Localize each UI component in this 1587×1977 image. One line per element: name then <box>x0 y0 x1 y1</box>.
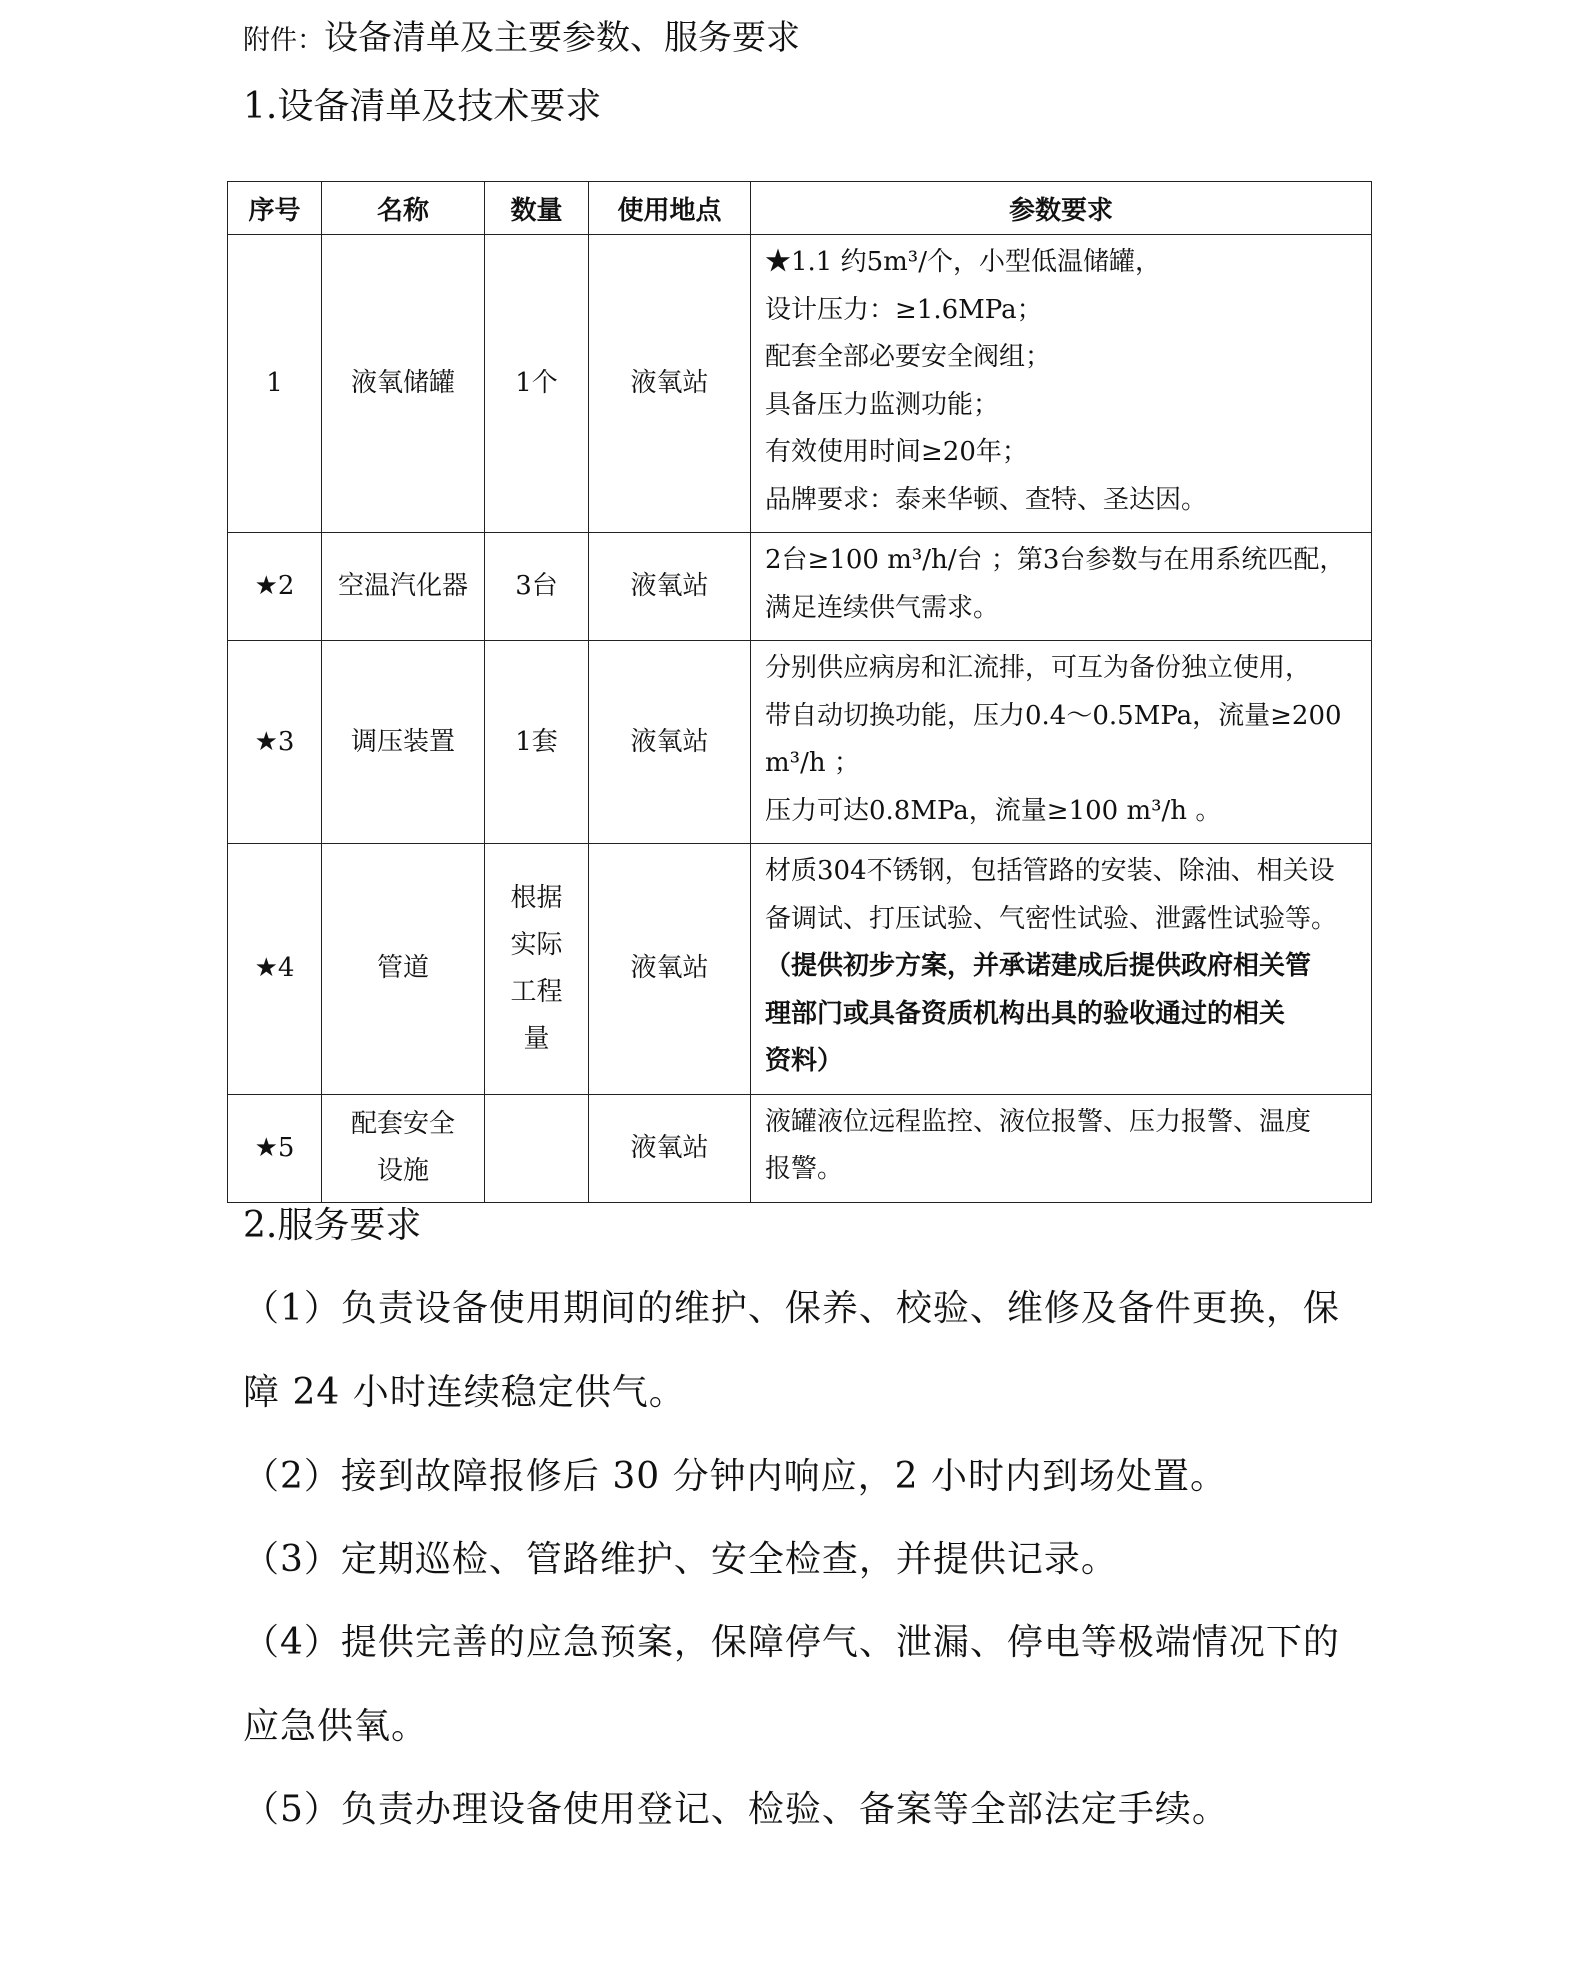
table-header-row <box>228 182 1372 235</box>
service-item: （5）负责办理设备使用登记、检验、备案等全部法定手续。 <box>243 1789 1229 1830</box>
equipment-table <box>227 181 1372 1203</box>
header-qty: 数量 <box>485 182 589 235</box>
table-row <box>228 1094 1372 1202</box>
row-no: ★5 <box>228 1094 322 1202</box>
param-line-bold: 理部门或具备资质机构出具的验收通过的相关 <box>765 998 1286 1029</box>
row-name <box>322 533 485 641</box>
row-no: ★2 <box>228 533 322 641</box>
param-line: 材质304不锈钢，包括管路的安装、除油、相关设 <box>765 856 1335 886</box>
row-no: 1 <box>228 235 322 533</box>
param-line-bold: 资料） <box>765 1046 844 1076</box>
row-no: ★4 <box>228 844 322 1095</box>
row-name-text: 空温汽化器 <box>337 571 468 601</box>
header-no: 序号 <box>228 182 322 235</box>
section1-title: 1.设备清单及技术要求 <box>243 86 602 127</box>
param-line: m³/h ； <box>765 748 860 778</box>
param-line: 分别供应病房和汇流排，可互为备份独立使用， <box>765 653 1312 683</box>
service-item: 障 24 小时连续稳定供气。 <box>243 1372 686 1413</box>
row-name: 液氧储罐 <box>322 235 485 533</box>
param-line: 备调试、打压试验、气密性试验、泄露性试验等。 <box>765 903 1338 934</box>
row-qty: 3台 <box>485 533 589 641</box>
service-item: （1）负责设备使用期间的维护、保养、校验、维修及备件更换，保 <box>243 1288 1340 1329</box>
row-name: 调压装置 <box>322 641 485 844</box>
param-line: ★1.1 约5m³/个，小型低温储罐， <box>765 247 1161 277</box>
row-name: 管道 <box>322 844 485 1095</box>
row-qty <box>485 844 589 1095</box>
row-qty: 1个 <box>485 235 589 533</box>
attachment-prefix: 附件： <box>243 25 324 56</box>
row-location: 液氧站 <box>589 533 751 641</box>
param-line: 具备压力监测功能； <box>765 389 1000 420</box>
param-line: 配套全部必要安全阀组； <box>765 342 1052 372</box>
row-name-text: 配套安全设施 <box>350 1109 455 1186</box>
attachment-title: 设备清单及主要参数、服务要求 <box>324 18 800 58</box>
row-no: ★3 <box>228 641 322 844</box>
row-params <box>751 1094 1372 1202</box>
param-line: 报警。 <box>765 1154 844 1184</box>
row-qty <box>485 1094 589 1202</box>
row-location: 液氧站 <box>589 1094 751 1202</box>
param-line: 带自动切换功能，压力0.4～0.5MPa，流量≥200 <box>765 700 1342 731</box>
row-location: 液氧站 <box>589 235 751 533</box>
table-row <box>228 641 1372 844</box>
table-row <box>228 844 1372 1095</box>
row-location: 液氧站 <box>589 844 751 1095</box>
service-item: （3）定期巡检、管路维护、安全检查，并提供记录。 <box>243 1539 1118 1580</box>
row-location: 液氧站 <box>589 641 751 844</box>
param-line: 2台≥100 m³/h/台 ；第3台参数与在用系统匹配， <box>765 545 1346 575</box>
table-row <box>228 235 1372 533</box>
table-row <box>228 533 1372 641</box>
section2-title: 2.服务要求 <box>243 1205 422 1246</box>
row-params <box>751 235 1372 533</box>
service-item: （2）接到故障报修后 30 分钟内响应，2 小时内到场处置。 <box>243 1456 1227 1497</box>
header-name: 名称 <box>322 182 485 235</box>
row-params <box>751 533 1372 641</box>
param-line: 设计压力：≥1.6MPa； <box>765 294 1043 325</box>
param-line: 品牌要求：泰来华顿、查特、圣达因。 <box>765 484 1208 515</box>
header-params: 参数要求 <box>751 182 1372 235</box>
page-heading <box>243 10 800 59</box>
row-qty-text: 根据实际工程量 <box>510 882 563 1054</box>
param-line: 压力可达0.8MPa，流量≥100 m³/h 。 <box>765 795 1222 826</box>
param-line: 液罐液位远程监控、液位报警、压力报警、温度 <box>765 1106 1312 1137</box>
row-name <box>322 1094 485 1202</box>
row-params <box>751 641 1372 844</box>
header-location: 使用地点 <box>589 182 751 235</box>
param-line: 满足连续供气需求。 <box>765 592 1000 623</box>
row-qty: 1套 <box>485 641 589 844</box>
param-line: 有效使用时间≥20年； <box>765 437 1028 467</box>
row-params <box>751 844 1372 1095</box>
service-item: （4）提供完善的应急预案，保障停气、泄漏、停电等极端情况下的 <box>243 1622 1340 1663</box>
param-line-bold: （提供初步方案，并承诺建成后提供政府相关管 <box>765 951 1312 981</box>
service-item: 应急供氧。 <box>243 1706 429 1747</box>
